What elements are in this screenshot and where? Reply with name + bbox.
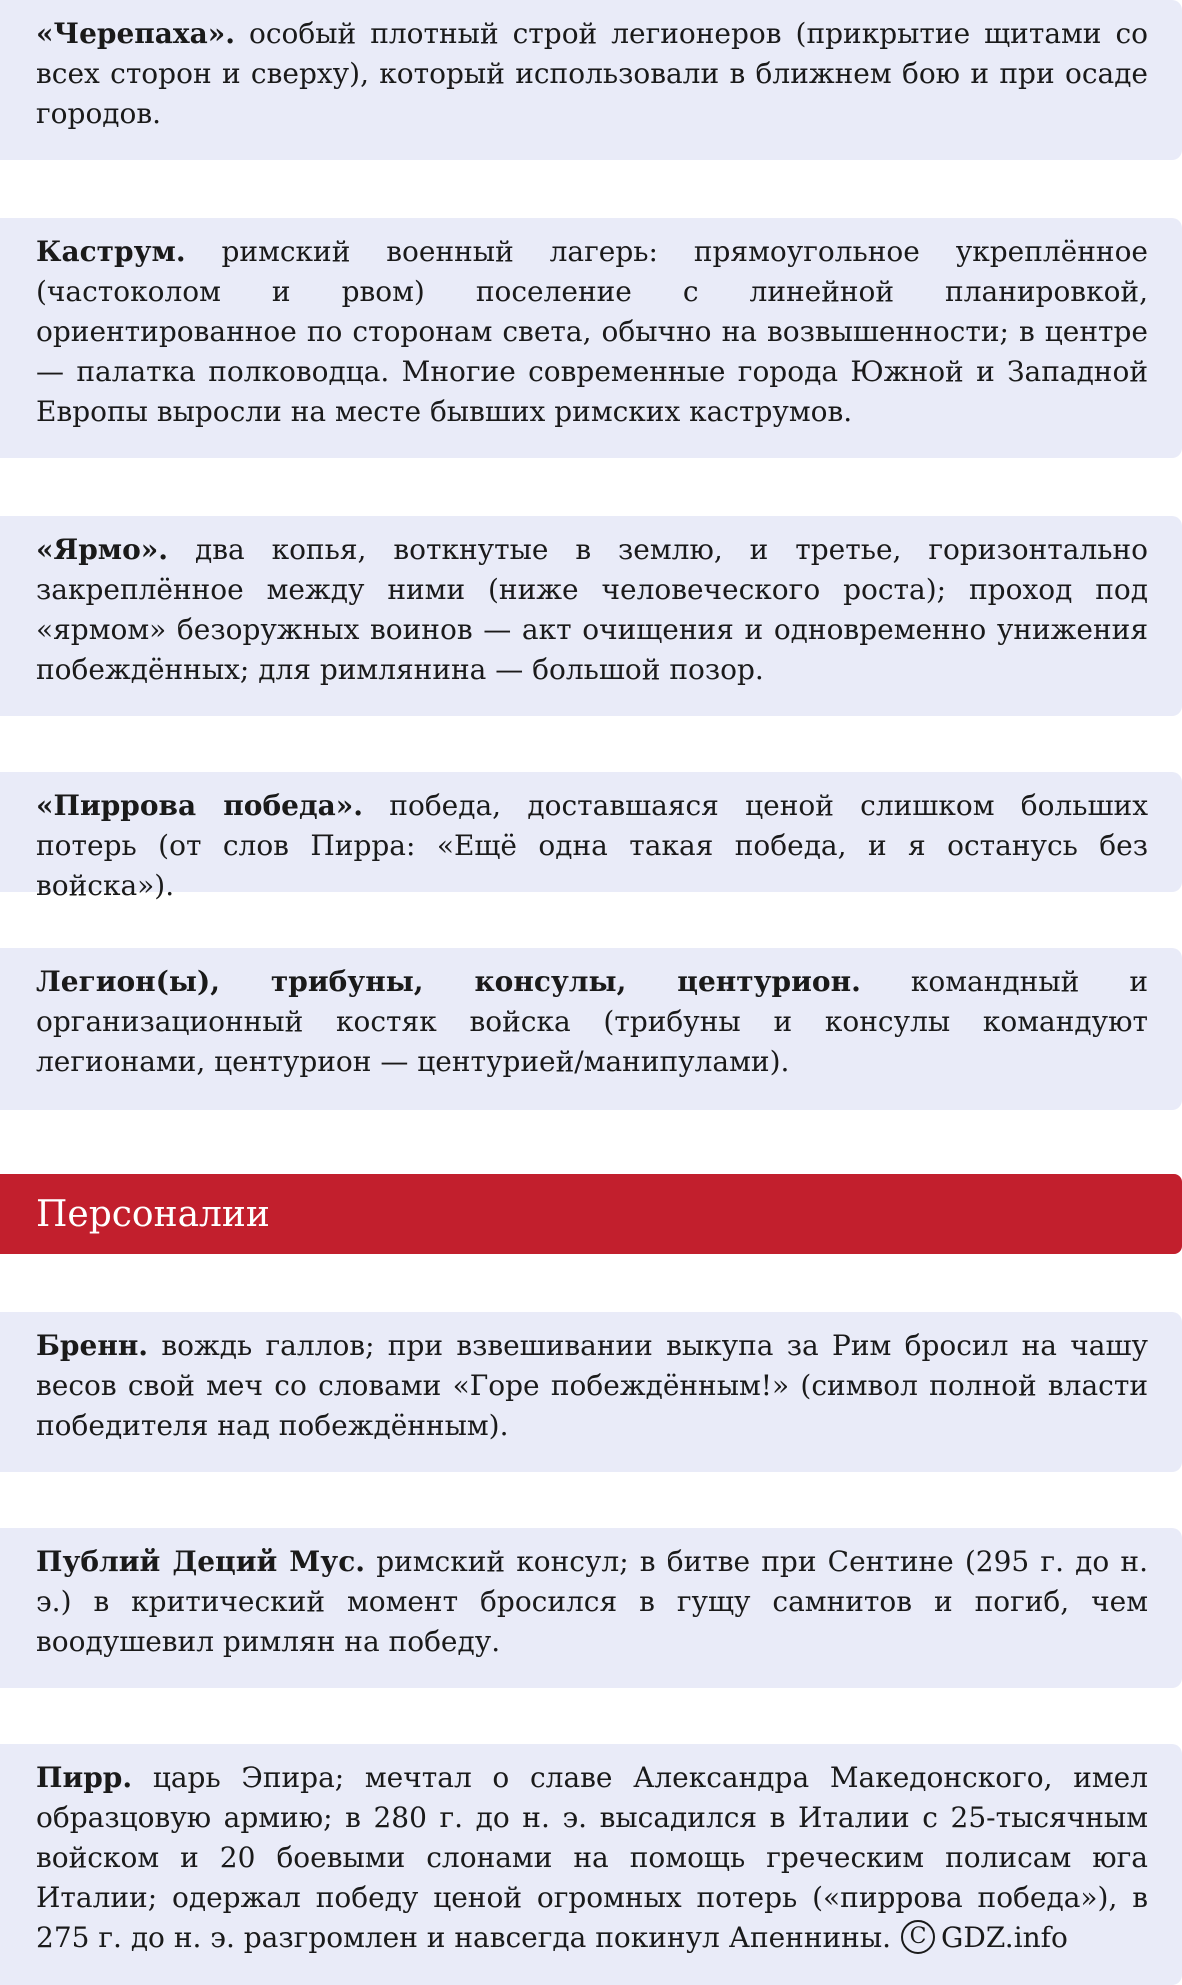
term-definition: победа, доставшаяся ценой слишком больших потерь (от слов Пирра: «Ещё одна такая победа, и я останусь без войска»).	[36, 789, 1148, 902]
person-description: вождь галлов; при взвешивании выкупа за Рим бросил на чашу весов свой меч со словами «Горе побеждённым!» (символ полной власти победителя над побеждённым).	[36, 1329, 1148, 1442]
term-title: Каструм.	[36, 235, 186, 268]
term-definition: особый плотный строй легионеров (прикрытие щитами со всех сторон и сверху), который использовали в ближнем бою и при осаде городов.	[36, 17, 1148, 130]
person-card-decius-mus	[0, 1528, 1182, 1688]
person-description: царь Эпира; мечтал о славе Александра Македонского, имел образцовую армию; в 280 г. до н. э. высадился в Италии с 25-тысячным войском и 20 боевыми слонами на помощь греческим полисам юга Италии; одержал победу ценой огромных потерь («пиррова победа»), в 275 г. до н. э. разгромлен и навсегда покинул Апеннины.	[36, 1761, 1148, 1954]
term-entry	[36, 232, 1148, 432]
person-entry	[36, 1758, 1148, 1958]
person-name: Публий Деций Мус.	[36, 1545, 366, 1578]
term-definition: два копья, воткнутые в землю, и третье, горизонтально закреплённое между ними (ниже человеческого роста); проход под «ярмом» безоружных воинов — акт очищения и одновременно унижения побеждённых; для римлянина — большой позор.	[36, 533, 1148, 686]
term-entry	[36, 962, 1148, 1082]
term-card-cherepakha	[0, 0, 1182, 160]
term-definition: командный и организационный костяк войска (трибуны и консулы командуют легионами, центурион — центурией/манипулами).	[36, 965, 1149, 1078]
copyright-icon: C	[901, 1920, 935, 1954]
section-title: Персоналии	[36, 1193, 270, 1235]
term-card-pyrrhic-victory	[0, 772, 1182, 902]
person-name: Пирр.	[36, 1761, 133, 1794]
person-description: римский консул; в битве при Сентине (295 г. до н. э.) в критический момент бросился в гущу самнитов и погиб, чем воодушевил римлян на победу.	[36, 1545, 1148, 1658]
term-title: «Пиррова победа».	[36, 789, 363, 822]
term-title: «Ярмо».	[36, 533, 169, 566]
term-card-legion	[0, 948, 1182, 1110]
term-entry	[36, 14, 1148, 134]
term-entry	[36, 530, 1148, 690]
term-entry	[36, 786, 1148, 906]
person-entry	[36, 1326, 1148, 1446]
person-entry	[36, 1542, 1148, 1662]
person-card-pyrrhus	[0, 1744, 1182, 1985]
term-title: «Черепаха».	[36, 17, 235, 50]
copyright-text: GDZ.info	[941, 1921, 1068, 1954]
term-definition: римский военный лагерь: прямоугольное укреплённое (частоколом и рвом) поселение с линейной планировкой, ориентированное по сторонам света, обычно на возвышенности; в центре — палатка полководца. Многие современные города Южной и Западной Европы выросли на месте бывших римских каструмов.	[36, 235, 1148, 428]
person-card-brenn	[0, 1312, 1182, 1472]
person-name: Бренн.	[36, 1329, 149, 1362]
term-title: Легион(ы), трибуны, консулы, центурион.	[36, 965, 861, 998]
term-card-castrum	[0, 218, 1182, 458]
term-card-yarmo	[0, 516, 1182, 716]
section-banner	[0, 1174, 1182, 1254]
